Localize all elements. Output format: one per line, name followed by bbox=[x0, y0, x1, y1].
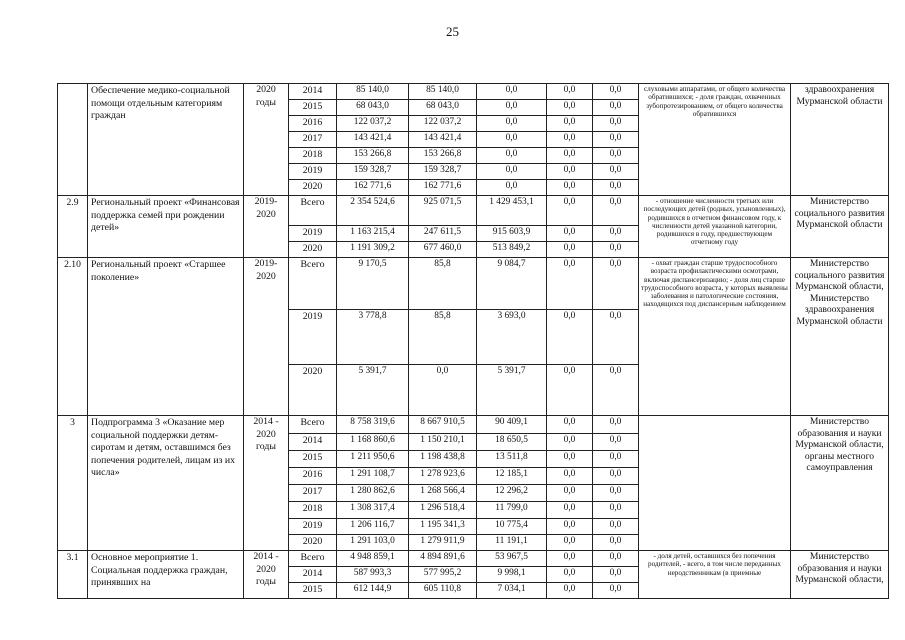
federal-budget-cell: 12 185,1 bbox=[477, 468, 547, 485]
local-budget-cell: 0,0 bbox=[547, 258, 593, 310]
year-cell: 2020 bbox=[289, 242, 337, 258]
local-budget-cell: 0,0 bbox=[547, 132, 593, 148]
federal-budget-cell: 18 650,5 bbox=[477, 434, 547, 451]
year-cell: 2019 bbox=[289, 226, 337, 242]
federal-budget-cell: 53 967,5 bbox=[477, 551, 547, 567]
regional-budget-cell: 1 268 566,4 bbox=[409, 485, 477, 502]
federal-budget-cell: 0,0 bbox=[477, 148, 547, 164]
regional-budget-cell: 247 611,5 bbox=[409, 226, 477, 242]
regional-budget-cell: 605 110,8 bbox=[409, 583, 477, 599]
other-sources-cell: 0,0 bbox=[593, 196, 639, 226]
year-cell: 2016 bbox=[289, 468, 337, 485]
regional-budget-cell: 143 421,4 bbox=[409, 132, 477, 148]
federal-budget-cell: 11 799,0 bbox=[477, 502, 547, 519]
regional-budget-cell: 1 198 438,8 bbox=[409, 451, 477, 468]
year-cell: 2015 bbox=[289, 451, 337, 468]
indicators-cell: - отношение численности третьих или последующих детей (родных, усыновленных), родившихся в отчетном финансовом году, к численности детей указанной категории, родившихся в году, предшествующем отчетному году bbox=[639, 196, 791, 258]
item-number: 2.10 bbox=[58, 258, 88, 416]
regional-budget-cell: 159 328,7 bbox=[409, 164, 477, 180]
item-name: Подпрограмма 3 «Оказание мер социальной поддержки детям-сиротам и детям, оставшимся без попечения родителей, лицам из их числа» bbox=[88, 416, 244, 551]
regional-budget-cell: 85,8 bbox=[409, 310, 477, 365]
item-name: Обеспечение медико-социальной помощи отдельным категориям граждан bbox=[88, 84, 244, 196]
other-sources-cell: 0,0 bbox=[593, 258, 639, 310]
total-cell: 2 354 524,6 bbox=[337, 196, 409, 226]
year-cell: 2014 bbox=[289, 84, 337, 100]
total-cell: 1 211 950,6 bbox=[337, 451, 409, 468]
table-body bbox=[58, 84, 889, 599]
table-row bbox=[58, 551, 889, 567]
year-cell: 2015 bbox=[289, 100, 337, 116]
total-cell: 143 421,4 bbox=[337, 132, 409, 148]
year-cell: Всего bbox=[289, 416, 337, 434]
year-cell: 2014 bbox=[289, 434, 337, 451]
local-budget-cell: 0,0 bbox=[547, 583, 593, 599]
indicators-cell bbox=[639, 416, 791, 551]
executor-cell: здравоохранения Мурманской области bbox=[791, 84, 889, 196]
year-cell: 2016 bbox=[289, 116, 337, 132]
other-sources-cell: 0,0 bbox=[593, 583, 639, 599]
federal-budget-cell: 0,0 bbox=[477, 132, 547, 148]
total-cell: 1 291 103,0 bbox=[337, 535, 409, 551]
local-budget-cell: 0,0 bbox=[547, 226, 593, 242]
total-cell: 1 291 108,7 bbox=[337, 468, 409, 485]
year-cell: 2020 bbox=[289, 180, 337, 196]
regional-budget-cell: 122 037,2 bbox=[409, 116, 477, 132]
regional-budget-cell: 1 279 911,9 bbox=[409, 535, 477, 551]
table-row bbox=[58, 258, 889, 310]
year-cell: 2017 bbox=[289, 132, 337, 148]
other-sources-cell: 0,0 bbox=[593, 468, 639, 485]
item-period: 2019-2020 bbox=[244, 196, 289, 258]
federal-budget-cell: 0,0 bbox=[477, 164, 547, 180]
total-cell: 1 280 862,6 bbox=[337, 485, 409, 502]
total-cell: 5 391,7 bbox=[337, 365, 409, 416]
page-number: 25 bbox=[446, 24, 459, 39]
table-row bbox=[58, 196, 889, 226]
year-cell: 2020 bbox=[289, 365, 337, 416]
item-number bbox=[58, 84, 88, 196]
total-cell: 122 037,2 bbox=[337, 116, 409, 132]
other-sources-cell: 0,0 bbox=[593, 365, 639, 416]
other-sources-cell: 0,0 bbox=[593, 116, 639, 132]
item-name: Региональный проект «Старшее поколение» bbox=[88, 258, 244, 416]
year-cell: 2014 bbox=[289, 567, 337, 583]
year-cell: Всего bbox=[289, 196, 337, 226]
item-period: 2020 годы bbox=[244, 84, 289, 196]
other-sources-cell: 0,0 bbox=[593, 519, 639, 535]
total-cell: 162 771,6 bbox=[337, 180, 409, 196]
federal-budget-cell: 5 391,7 bbox=[477, 365, 547, 416]
total-cell: 9 170,5 bbox=[337, 258, 409, 310]
other-sources-cell: 0,0 bbox=[593, 535, 639, 551]
other-sources-cell: 0,0 bbox=[593, 100, 639, 116]
local-budget-cell: 0,0 bbox=[547, 551, 593, 567]
total-cell: 587 993,3 bbox=[337, 567, 409, 583]
other-sources-cell: 0,0 bbox=[593, 310, 639, 365]
local-budget-cell: 0,0 bbox=[547, 242, 593, 258]
federal-budget-cell: 915 603,9 bbox=[477, 226, 547, 242]
total-cell: 8 758 319,6 bbox=[337, 416, 409, 434]
year-cell: 2019 bbox=[289, 310, 337, 365]
total-cell: 153 266,8 bbox=[337, 148, 409, 164]
total-cell: 612 144,9 bbox=[337, 583, 409, 599]
regional-budget-cell: 4 894 891,6 bbox=[409, 551, 477, 567]
item-name: Основное мероприятие 1. Социальная поддержка граждан, принявших на bbox=[88, 551, 244, 599]
local-budget-cell: 0,0 bbox=[547, 164, 593, 180]
item-name: Региональный проект «Финансовая поддержка семей при рождении детей» bbox=[88, 196, 244, 258]
federal-budget-cell: 11 191,1 bbox=[477, 535, 547, 551]
total-cell: 68 043,0 bbox=[337, 100, 409, 116]
local-budget-cell: 0,0 bbox=[547, 180, 593, 196]
regional-budget-cell: 85 140,0 bbox=[409, 84, 477, 100]
federal-budget-cell: 0,0 bbox=[477, 116, 547, 132]
federal-budget-cell: 7 034,1 bbox=[477, 583, 547, 599]
local-budget-cell: 0,0 bbox=[547, 502, 593, 519]
year-cell: Всего bbox=[289, 551, 337, 567]
item-number: 2.9 bbox=[58, 196, 88, 258]
local-budget-cell: 0,0 bbox=[547, 567, 593, 583]
total-cell: 1 206 116,7 bbox=[337, 519, 409, 535]
federal-budget-cell: 1 429 453,1 bbox=[477, 196, 547, 226]
other-sources-cell: 0,0 bbox=[593, 164, 639, 180]
federal-budget-cell: 513 849,2 bbox=[477, 242, 547, 258]
local-budget-cell: 0,0 bbox=[547, 196, 593, 226]
regional-budget-cell: 1 278 923,6 bbox=[409, 468, 477, 485]
item-period: 2019-2020 bbox=[244, 258, 289, 416]
item-period: 2014 - 2020 годы bbox=[244, 551, 289, 599]
regional-budget-cell: 1 296 518,4 bbox=[409, 502, 477, 519]
local-budget-cell: 0,0 bbox=[547, 365, 593, 416]
local-budget-cell: 0,0 bbox=[547, 535, 593, 551]
other-sources-cell: 0,0 bbox=[593, 148, 639, 164]
total-cell: 4 948 859,1 bbox=[337, 551, 409, 567]
other-sources-cell: 0,0 bbox=[593, 180, 639, 196]
indicators-cell: - доля детей, оставшихся без попечения родителей, - всего, в том числе переданных неродственникам (в приемные bbox=[639, 551, 791, 599]
federal-budget-cell: 10 775,4 bbox=[477, 519, 547, 535]
year-cell: Всего bbox=[289, 258, 337, 310]
other-sources-cell: 0,0 bbox=[593, 416, 639, 434]
regional-budget-cell: 0,0 bbox=[409, 365, 477, 416]
other-sources-cell: 0,0 bbox=[593, 502, 639, 519]
total-cell: 1 308 317,4 bbox=[337, 502, 409, 519]
total-cell: 1 163 215,4 bbox=[337, 226, 409, 242]
local-budget-cell: 0,0 bbox=[547, 100, 593, 116]
federal-budget-cell: 12 296,2 bbox=[477, 485, 547, 502]
program-table bbox=[57, 83, 889, 599]
year-cell: 2015 bbox=[289, 583, 337, 599]
other-sources-cell: 0,0 bbox=[593, 567, 639, 583]
item-number: 3 bbox=[58, 416, 88, 551]
local-budget-cell: 0,0 bbox=[547, 468, 593, 485]
federal-budget-cell: 0,0 bbox=[477, 100, 547, 116]
federal-budget-cell: 3 693,0 bbox=[477, 310, 547, 365]
year-cell: 2020 bbox=[289, 535, 337, 551]
local-budget-cell: 0,0 bbox=[547, 148, 593, 164]
local-budget-cell: 0,0 bbox=[547, 519, 593, 535]
regional-budget-cell: 8 667 910,5 bbox=[409, 416, 477, 434]
regional-budget-cell: 577 995,2 bbox=[409, 567, 477, 583]
federal-budget-cell: 13 511,8 bbox=[477, 451, 547, 468]
regional-budget-cell: 1 150 210,1 bbox=[409, 434, 477, 451]
total-cell: 1 191 309,2 bbox=[337, 242, 409, 258]
total-cell: 85 140,0 bbox=[337, 84, 409, 100]
regional-budget-cell: 153 266,8 bbox=[409, 148, 477, 164]
federal-budget-cell: 9 084,7 bbox=[477, 258, 547, 310]
year-cell: 2018 bbox=[289, 148, 337, 164]
total-cell: 159 328,7 bbox=[337, 164, 409, 180]
year-cell: 2018 bbox=[289, 502, 337, 519]
regional-budget-cell: 677 460,0 bbox=[409, 242, 477, 258]
total-cell: 3 778,8 bbox=[337, 310, 409, 365]
local-budget-cell: 0,0 bbox=[547, 84, 593, 100]
table-row bbox=[58, 84, 889, 100]
federal-budget-cell: 9 998,1 bbox=[477, 567, 547, 583]
regional-budget-cell: 85,8 bbox=[409, 258, 477, 310]
year-cell: 2019 bbox=[289, 519, 337, 535]
indicators-cell: - охват граждан старше трудоспособного возраста профилактическими осмотрами, включая диспансеризацию; - доля лиц старше трудоспособного возраста, у которых выявлены заболевания и патологические состояния, находящихся под диспансерным наблюдением bbox=[639, 258, 791, 416]
federal-budget-cell: 0,0 bbox=[477, 84, 547, 100]
other-sources-cell: 0,0 bbox=[593, 84, 639, 100]
local-budget-cell: 0,0 bbox=[547, 416, 593, 434]
total-cell: 1 168 860,6 bbox=[337, 434, 409, 451]
local-budget-cell: 0,0 bbox=[547, 310, 593, 365]
federal-budget-cell: 90 409,1 bbox=[477, 416, 547, 434]
year-cell: 2017 bbox=[289, 485, 337, 502]
local-budget-cell: 0,0 bbox=[547, 434, 593, 451]
year-cell: 2019 bbox=[289, 164, 337, 180]
executor-cell: Министерство образования и науки Мурманской области, bbox=[791, 551, 889, 599]
other-sources-cell: 0,0 bbox=[593, 132, 639, 148]
regional-budget-cell: 162 771,6 bbox=[409, 180, 477, 196]
local-budget-cell: 0,0 bbox=[547, 485, 593, 502]
item-number: 3.1 bbox=[58, 551, 88, 599]
other-sources-cell: 0,0 bbox=[593, 226, 639, 242]
federal-budget-cell: 0,0 bbox=[477, 180, 547, 196]
executor-cell: Министерство социального развития Мурманской области bbox=[791, 196, 889, 258]
regional-budget-cell: 925 071,5 bbox=[409, 196, 477, 226]
indicators-cell: слуховыми аппаратами, от общего количества обратившихся; - доля граждан, охваченных зубопротезированием, от общего количества обратившихся bbox=[639, 84, 791, 196]
regional-budget-cell: 68 043,0 bbox=[409, 100, 477, 116]
executor-cell: Министерство социального развития Мурманской области, Министерство здравоохранения Мурманской области bbox=[791, 258, 889, 416]
other-sources-cell: 0,0 bbox=[593, 451, 639, 468]
table-row bbox=[58, 416, 889, 434]
other-sources-cell: 0,0 bbox=[593, 485, 639, 502]
executor-cell: Министерство образования и науки Мурманской области, органы местного самоуправления bbox=[791, 416, 889, 551]
local-budget-cell: 0,0 bbox=[547, 116, 593, 132]
local-budget-cell: 0,0 bbox=[547, 451, 593, 468]
other-sources-cell: 0,0 bbox=[593, 434, 639, 451]
other-sources-cell: 0,0 bbox=[593, 242, 639, 258]
regional-budget-cell: 1 195 341,3 bbox=[409, 519, 477, 535]
other-sources-cell: 0,0 bbox=[593, 551, 639, 567]
item-period: 2014 - 2020 годы bbox=[244, 416, 289, 551]
